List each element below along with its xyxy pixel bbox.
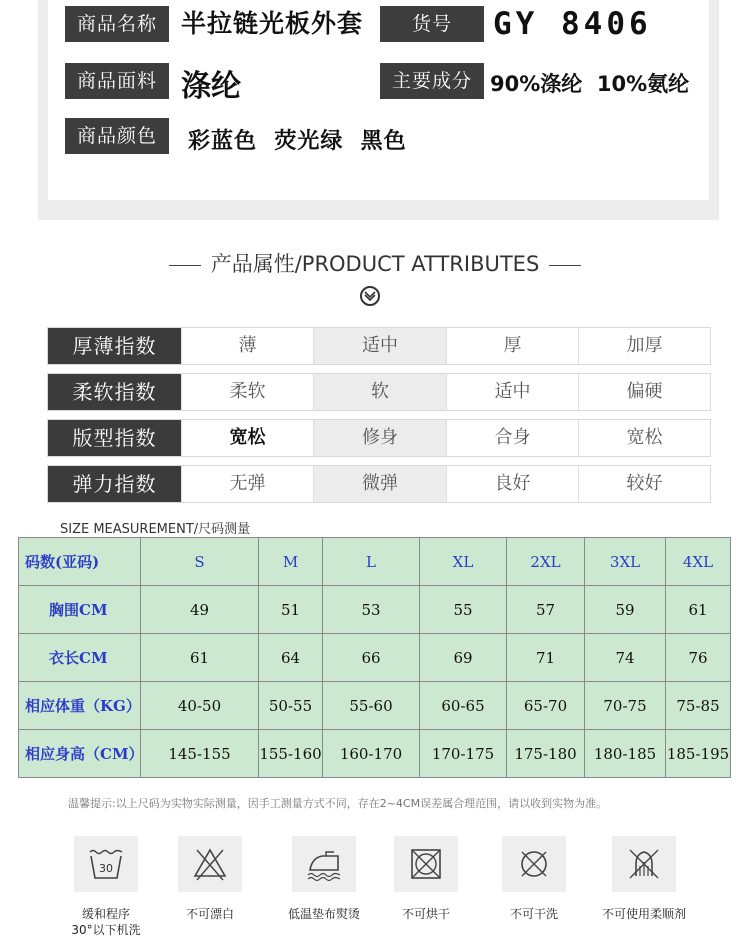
attribute-option: 宽松 <box>578 420 710 456</box>
attribute-option-selected: 微弹 <box>313 466 446 502</box>
sku-label: 货号 <box>380 6 484 42</box>
size-cell: 185-195 <box>666 730 731 778</box>
sku-value: GY 8406 <box>493 6 652 42</box>
measurement-note: 温馨提示:以上尺码为实物实际测量，因手工测量方式不同，存在2~4CM误差属合理范围，请以收到实物为准。 <box>68 797 608 810</box>
size-header-cell: 2XL <box>507 538 585 586</box>
table-row <box>19 730 731 778</box>
care-item-softener <box>584 836 704 922</box>
size-cell: 76 <box>666 634 731 682</box>
low-iron-icon <box>292 836 356 892</box>
attribute-row-label: 厚薄指数 <box>48 328 181 364</box>
size-cell: 155-160 <box>259 730 323 778</box>
no-tumble-dry-icon <box>394 836 458 892</box>
size-table-title: SIZE MEASUREMENT/尺码测量 <box>60 522 251 537</box>
attribute-row-label: 版型指数 <box>48 420 181 456</box>
attribute-option-selected: 宽松 <box>181 420 313 456</box>
attribute-row-elasticity <box>47 465 711 503</box>
size-header-cell: L <box>323 538 420 586</box>
size-cell: 61 <box>666 586 731 634</box>
title-divider-left <box>169 265 201 266</box>
wash-30-icon <box>74 836 138 892</box>
product-name-value: 半拉链光板外套 <box>181 9 364 38</box>
size-row-label: 相应体重（KG） <box>19 682 141 730</box>
fabric-label: 商品面料 <box>65 63 169 99</box>
size-cell: 59 <box>585 586 666 634</box>
size-cell: 51 <box>259 586 323 634</box>
attribute-row-label: 柔软指数 <box>48 374 181 410</box>
no-dry-clean-icon <box>502 836 566 892</box>
size-cell: 69 <box>420 634 507 682</box>
size-cell: 65-70 <box>507 682 585 730</box>
size-cell: 75-85 <box>666 682 731 730</box>
size-cell: 180-185 <box>585 730 666 778</box>
attribute-row-thickness <box>47 327 711 365</box>
color-value: 彩蓝色 荧光绿 黑色 <box>188 129 407 154</box>
size-cell: 49 <box>141 586 259 634</box>
attribute-option: 厚 <box>446 328 578 364</box>
no-softener-icon <box>612 836 676 892</box>
size-table <box>18 537 731 778</box>
care-item-tumble <box>366 836 486 922</box>
size-cell: 50-55 <box>259 682 323 730</box>
size-header-cell: M <box>259 538 323 586</box>
size-cell: 64 <box>259 634 323 682</box>
size-cell: 74 <box>585 634 666 682</box>
size-cell: 170-175 <box>420 730 507 778</box>
attribute-option: 薄 <box>181 328 313 364</box>
size-cell: 145-155 <box>141 730 259 778</box>
attribute-option: 无弹 <box>181 466 313 502</box>
care-label: 不可使用柔顺剂 <box>601 907 686 921</box>
attribute-option: 适中 <box>446 374 578 410</box>
composition-value: 90%涤纶 10%氨纶 <box>490 72 690 96</box>
attribute-option: 偏硬 <box>578 374 710 410</box>
product-info-panel <box>38 0 719 220</box>
size-row-label: 相应身高（CM） <box>19 730 141 778</box>
attribute-option: 加厚 <box>578 328 710 364</box>
care-label: 不可烘干 <box>401 907 450 921</box>
composition-label: 主要成分 <box>380 63 484 99</box>
attribute-row-softness <box>47 373 711 411</box>
attribute-option-selected: 软 <box>313 374 446 410</box>
attribute-option: 较好 <box>578 466 710 502</box>
care-label: 缓和程序 <box>81 907 130 921</box>
size-header-cell: 4XL <box>666 538 731 586</box>
chevron-down-icon <box>360 286 380 306</box>
attribute-option: 柔软 <box>181 374 313 410</box>
size-cell: 60-65 <box>420 682 507 730</box>
fabric-value: 涤纶 <box>181 69 241 104</box>
size-header-cell: 码数(亚码) <box>19 538 141 586</box>
size-cell: 160-170 <box>323 730 420 778</box>
size-header-cell: S <box>141 538 259 586</box>
care-label: 不可漂白 <box>185 907 234 921</box>
title-divider-right <box>549 265 581 266</box>
table-row <box>19 634 731 682</box>
product-name-label: 商品名称 <box>65 6 169 42</box>
size-header-cell: XL <box>420 538 507 586</box>
care-sublabel: 30°以下机洗 <box>71 923 141 937</box>
attribute-option: 修身 <box>313 420 446 456</box>
size-cell: 66 <box>323 634 420 682</box>
color-label: 商品颜色 <box>65 118 169 154</box>
table-row <box>19 586 731 634</box>
size-cell: 53 <box>323 586 420 634</box>
table-row <box>19 682 731 730</box>
svg-text:30: 30 <box>99 862 113 875</box>
size-cell: 57 <box>507 586 585 634</box>
care-label: 低温垫布熨烫 <box>287 907 360 921</box>
care-item-dryclean <box>474 836 594 922</box>
care-label: 不可干洗 <box>509 907 558 921</box>
attribute-option: 良好 <box>446 466 578 502</box>
care-item-bleach <box>150 836 270 922</box>
care-item-wash <box>46 836 166 938</box>
no-bleach-icon <box>178 836 242 892</box>
size-cell: 175-180 <box>507 730 585 778</box>
attribute-option-selected: 适中 <box>313 328 446 364</box>
size-table-header-row <box>19 538 731 586</box>
size-cell: 71 <box>507 634 585 682</box>
size-cell: 40-50 <box>141 682 259 730</box>
attribute-row-label: 弹力指数 <box>48 466 181 502</box>
attributes-section-title <box>0 248 750 278</box>
size-cell: 55 <box>420 586 507 634</box>
size-cell: 70-75 <box>585 682 666 730</box>
size-cell: 55-60 <box>323 682 420 730</box>
attribute-row-fit <box>47 419 711 457</box>
size-header-cell: 3XL <box>585 538 666 586</box>
size-row-label: 胸围CM <box>19 586 141 634</box>
attribute-option: 合身 <box>446 420 578 456</box>
size-row-label: 衣长CM <box>19 634 141 682</box>
attributes-title-text: 产品属性/PRODUCT ATTRIBUTES <box>210 252 540 276</box>
product-info-card <box>48 0 709 200</box>
size-cell: 61 <box>141 634 259 682</box>
